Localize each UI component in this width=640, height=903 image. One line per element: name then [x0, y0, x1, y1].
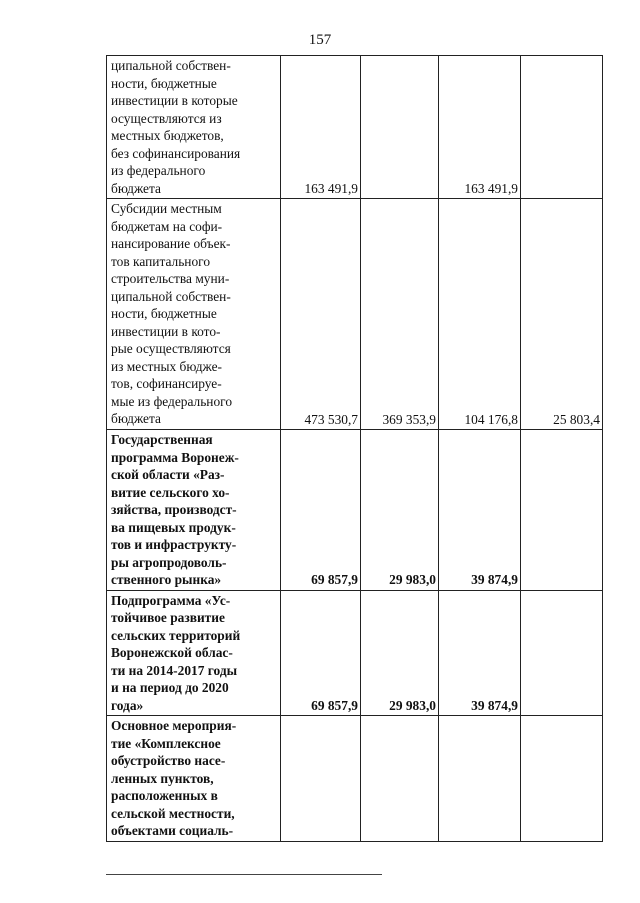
row-description: [107, 716, 281, 842]
description-line: Подпрограмма «Ус-: [111, 592, 231, 608]
description-line: ности, бюджетные: [111, 75, 217, 91]
description-line: тов и инфраструкту-: [111, 537, 237, 552]
description-line: рые осуществляются: [111, 341, 231, 356]
table-row: [107, 590, 603, 716]
description-line: ти на 2014-2017 годы: [111, 662, 238, 678]
budget-table-body: [107, 56, 603, 842]
description-line: Государственная: [111, 432, 213, 447]
value-cell: 39 874,9: [439, 590, 521, 716]
description-line: ленных пунктов,: [111, 770, 214, 786]
description-line: года»: [111, 697, 144, 713]
description-line: тойчивое развитие: [111, 610, 225, 625]
value-cell: 473 530,7: [281, 199, 361, 430]
description-line: расположенных в: [111, 788, 218, 803]
description-line: из местных бюдже-: [111, 358, 222, 374]
description-line: ности, бюджетные: [111, 306, 217, 321]
description-line: ципальной собствен-: [111, 288, 231, 304]
description-line: строительства муни-: [111, 271, 230, 286]
table-row: [107, 199, 603, 430]
description-line: ва пищевых продук-: [111, 519, 236, 535]
table-row: [107, 430, 603, 591]
row-description: [107, 56, 281, 199]
value-cell: 104 176,8: [439, 199, 521, 430]
row-description: [107, 199, 281, 430]
value-cell: 69 857,9: [281, 590, 361, 716]
description-line: Основное мероприя-: [111, 718, 237, 733]
description-line: сельских территорий: [111, 627, 241, 643]
description-line: Воронежской облас-: [111, 645, 233, 660]
value-cell: 163 491,9: [439, 56, 521, 199]
value-cell: 369 353,9: [361, 199, 439, 430]
budget-table: [106, 55, 603, 842]
description-line: объектами социаль-: [111, 823, 234, 838]
value-cell: [361, 716, 439, 842]
description-line: ципальной собствен-: [111, 58, 231, 73]
row-description: [107, 590, 281, 716]
value-cell: [439, 716, 521, 842]
value-cell: [521, 56, 603, 199]
description-line: бюджетам на софи-: [111, 218, 223, 234]
value-cell: [521, 590, 603, 716]
description-line: мые из федерального: [111, 393, 233, 409]
value-cell: 69 857,9: [281, 430, 361, 591]
description-line: ры агропродоволь-: [111, 554, 227, 570]
description-line: из федерального: [111, 163, 206, 178]
description-line: Субсидии местным: [111, 201, 222, 216]
description-line: без софинансирования: [111, 145, 241, 161]
description-line: инвестиции в которые: [111, 93, 238, 108]
footnote-separator-line: [106, 874, 382, 875]
value-cell: 29 983,0: [361, 590, 439, 716]
description-line: бюджета: [111, 180, 161, 196]
description-line: программа Воронеж-: [111, 449, 239, 465]
row-description: [107, 430, 281, 591]
value-cell: [281, 716, 361, 842]
page-number: 157: [308, 32, 332, 48]
description-line: сельской местности,: [111, 805, 235, 821]
description-line: инвестиции в кото-: [111, 323, 221, 339]
value-cell: 29 983,0: [361, 430, 439, 591]
description-line: обустройство насе-: [111, 753, 226, 768]
value-cell: 25 803,4: [521, 199, 603, 430]
value-cell: 163 491,9: [281, 56, 361, 199]
description-line: ской области «Раз-: [111, 467, 225, 482]
value-cell: 39 874,9: [439, 430, 521, 591]
description-line: осуществляются из: [111, 110, 222, 126]
description-line: зяйства, производст-: [111, 502, 237, 517]
description-line: нансирование объек-: [111, 236, 231, 251]
description-line: тов капитального: [111, 253, 211, 269]
description-line: бюджета: [111, 411, 161, 426]
table-row: [107, 56, 603, 199]
description-line: ственного рынка»: [111, 572, 222, 587]
description-line: витие сельского хо-: [111, 484, 230, 500]
description-line: местных бюджетов,: [111, 128, 224, 143]
description-line: тие «Комплексное: [111, 735, 221, 751]
table-row: [107, 716, 603, 842]
value-cell: [521, 716, 603, 842]
description-line: тов, софинансируе-: [111, 376, 222, 391]
value-cell: [361, 56, 439, 199]
description-line: и на период до 2020: [111, 680, 229, 695]
value-cell: [521, 430, 603, 591]
